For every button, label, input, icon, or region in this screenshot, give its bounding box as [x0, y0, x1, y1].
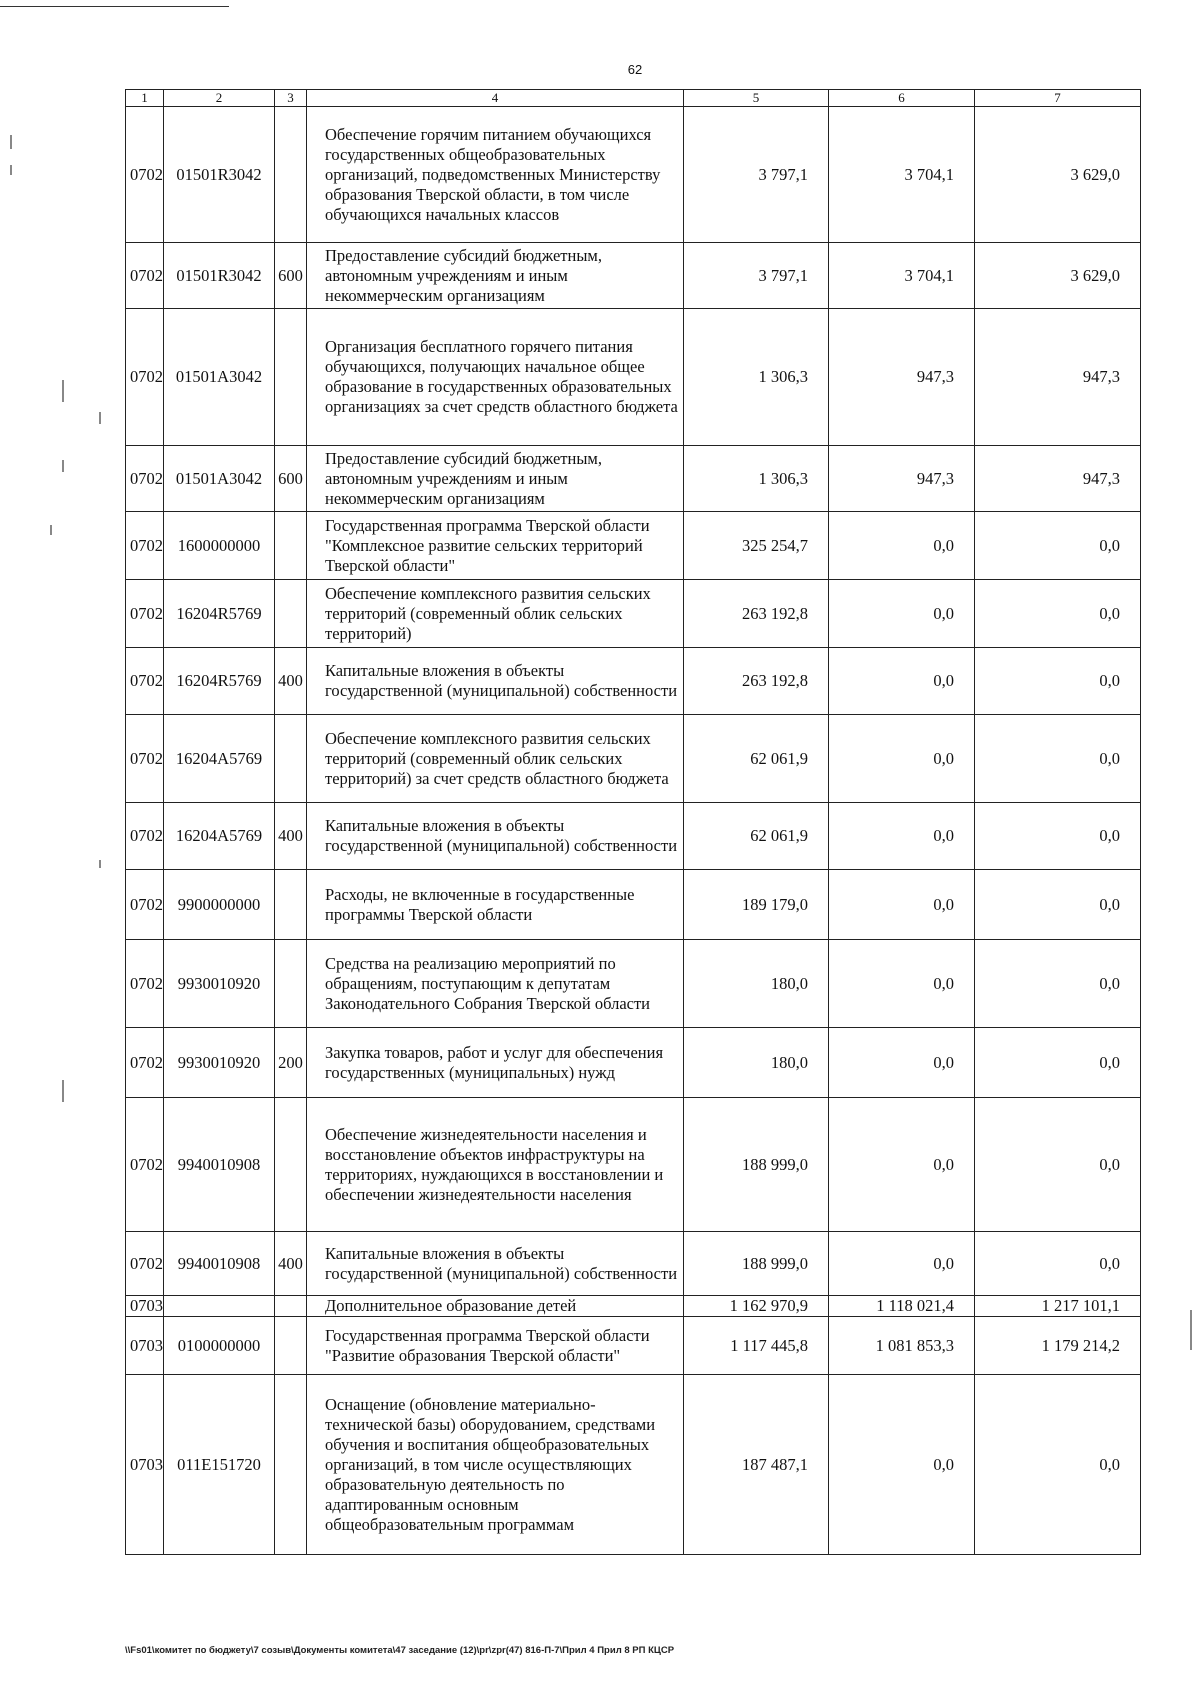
item-name-cell: Капитальные вложения в объекты государственной (муниципальной) собственности [307, 648, 684, 715]
expense-type-cell [275, 309, 307, 446]
item-name-cell: Дополнительное образование детей [307, 1296, 684, 1317]
target-article-cell: 0100000000 [164, 1317, 275, 1375]
expense-type-cell [275, 715, 307, 803]
section-code-cell: 0702 [126, 1098, 164, 1232]
section-code-cell: 0702 [126, 1232, 164, 1296]
target-article-cell: 01501A3042 [164, 446, 275, 512]
amount-year3-cell: 3 629,0 [975, 243, 1141, 309]
expense-type-cell [275, 940, 307, 1028]
table-row [126, 1375, 1141, 1555]
section-code-cell: 0702 [126, 309, 164, 446]
amount-year3-cell: 947,3 [975, 446, 1141, 512]
amount-year3-cell: 0,0 [975, 1028, 1141, 1098]
scan-mark [10, 165, 12, 175]
expense-type-cell: 400 [275, 648, 307, 715]
target-article-cell: 9930010920 [164, 1028, 275, 1098]
amount-year2-cell: 0,0 [829, 803, 975, 870]
expense-type-cell [275, 107, 307, 243]
item-name-cell: Закупка товаров, работ и услуг для обеспечения государственных (муниципальных) нужд [307, 1028, 684, 1098]
amount-year3-cell: 3 629,0 [975, 107, 1141, 243]
target-article-cell: 01501R3042 [164, 243, 275, 309]
amount-year3-cell: 0,0 [975, 1098, 1141, 1232]
expense-type-cell: 400 [275, 803, 307, 870]
amount-year2-cell: 0,0 [829, 648, 975, 715]
amount-year2-cell: 0,0 [829, 1028, 975, 1098]
table-row [126, 512, 1141, 580]
header-cell: 3 [275, 90, 307, 107]
amount-year3-cell: 0,0 [975, 940, 1141, 1028]
section-code-cell: 0702 [126, 446, 164, 512]
table-row [126, 1232, 1141, 1296]
item-name-cell: Обеспечение жизнедеятельности населения и восстановление объектов инфраструктуры на территориях, нуждающихся в восстановлении и обеспечении жизнедеятельности населения [307, 1098, 684, 1232]
expense-type-cell [275, 870, 307, 940]
expense-type-cell [275, 1098, 307, 1232]
item-name-cell: Государственная программа Тверской области "Комплексное развитие сельских территорий Тверской области" [307, 512, 684, 580]
item-name-cell: Обеспечение горячим питанием обучающихся государственных общеобразовательных организаций, подведомственных Министерству образования Тверской области, в том числе обучающихся начальных классов [307, 107, 684, 243]
section-code-cell: 0703 [126, 1317, 164, 1375]
scan-mark [99, 860, 101, 868]
item-name-cell: Государственная программа Тверской области "Развитие образования Тверской области" [307, 1317, 684, 1375]
section-code-cell: 0702 [126, 715, 164, 803]
amount-year2-cell: 3 704,1 [829, 243, 975, 309]
target-article-cell: 16204R5769 [164, 648, 275, 715]
target-article-cell: 16204R5769 [164, 580, 275, 648]
amount-year3-cell: 0,0 [975, 870, 1141, 940]
amount-year3-cell: 0,0 [975, 580, 1141, 648]
item-name-cell: Средства на реализацию мероприятий по обращениям, поступающим к депутатам Законодательного Собрания Тверской области [307, 940, 684, 1028]
section-code-cell: 0702 [126, 803, 164, 870]
expense-type-cell [275, 1375, 307, 1555]
scan-mark [10, 135, 12, 149]
expense-type-cell [275, 1296, 307, 1317]
table-row [126, 1028, 1141, 1098]
amount-year1-cell: 62 061,9 [684, 803, 829, 870]
header-cell: 5 [684, 90, 829, 107]
target-article-cell: 9900000000 [164, 870, 275, 940]
expense-type-cell: 200 [275, 1028, 307, 1098]
amount-year2-cell: 1 118 021,4 [829, 1296, 975, 1317]
section-code-cell: 0703 [126, 1296, 164, 1317]
amount-year1-cell: 189 179,0 [684, 870, 829, 940]
amount-year1-cell: 3 797,1 [684, 107, 829, 243]
section-code-cell: 0702 [126, 648, 164, 715]
target-article-cell: 9940010908 [164, 1098, 275, 1232]
file-path-footer: \\Fs01\комитет по бюджету\7 созыв\Документы комитета\47 заседание (12)\pr\zpr(47) 816-П-7\Прил 4 Прил 8 РП КЦСР [125, 1645, 675, 1656]
amount-year1-cell: 188 999,0 [684, 1232, 829, 1296]
amount-year2-cell: 947,3 [829, 446, 975, 512]
expense-type-cell [275, 1317, 307, 1375]
table-row [126, 1317, 1141, 1375]
expense-type-cell [275, 512, 307, 580]
target-article-cell: 011E151720 [164, 1375, 275, 1555]
scan-mark [1190, 1310, 1192, 1350]
amount-year3-cell: 0,0 [975, 648, 1141, 715]
target-article-cell [164, 1296, 275, 1317]
amount-year2-cell: 0,0 [829, 1232, 975, 1296]
amount-year1-cell: 263 192,8 [684, 648, 829, 715]
amount-year2-cell: 0,0 [829, 940, 975, 1028]
amount-year1-cell: 188 999,0 [684, 1098, 829, 1232]
table-row [126, 1098, 1141, 1232]
item-name-cell: Обеспечение комплексного развития сельских территорий (современный облик сельских территорий) за счет средств областного бюджета [307, 715, 684, 803]
amount-year2-cell: 0,0 [829, 1098, 975, 1232]
amount-year1-cell: 1 306,3 [684, 309, 829, 446]
table-row [126, 803, 1141, 870]
top-rule [0, 6, 229, 7]
amount-year2-cell: 0,0 [829, 870, 975, 940]
table-row [126, 107, 1141, 243]
expense-type-cell: 600 [275, 446, 307, 512]
item-name-cell: Предоставление субсидий бюджетным, автономным учреждениям и иным некоммерческим организациям [307, 243, 684, 309]
section-code-cell: 0702 [126, 107, 164, 243]
amount-year1-cell: 1 162 970,9 [684, 1296, 829, 1317]
amount-year3-cell: 947,3 [975, 309, 1141, 446]
amount-year3-cell: 0,0 [975, 512, 1141, 580]
item-name-cell: Оснащение (обновление материально-технической базы) оборудованием, средствами обучения и воспитания общеобразовательных организаций, в том числе осуществляющих образовательную деятельность по адаптированным основным общеобразовательным программам [307, 1375, 684, 1555]
amount-year3-cell: 0,0 [975, 1375, 1141, 1555]
amount-year1-cell: 180,0 [684, 940, 829, 1028]
table-row [126, 309, 1141, 446]
target-article-cell: 9940010908 [164, 1232, 275, 1296]
section-code-cell: 0702 [126, 940, 164, 1028]
header-cell: 6 [829, 90, 975, 107]
table-row [126, 580, 1141, 648]
section-code-cell: 0702 [126, 870, 164, 940]
table-row [126, 870, 1141, 940]
table-row [126, 715, 1141, 803]
amount-year1-cell: 263 192,8 [684, 580, 829, 648]
item-name-cell: Капитальные вложения в объекты государственной (муниципальной) собственности [307, 1232, 684, 1296]
amount-year3-cell: 0,0 [975, 803, 1141, 870]
header-cell: 1 [126, 90, 164, 107]
amount-year1-cell: 187 487,1 [684, 1375, 829, 1555]
amount-year2-cell: 3 704,1 [829, 107, 975, 243]
section-code-cell: 0702 [126, 1028, 164, 1098]
section-code-cell: 0702 [126, 580, 164, 648]
item-name-cell: Расходы, не включенные в государственные программы Тверской области [307, 870, 684, 940]
header-cell: 2 [164, 90, 275, 107]
amount-year1-cell: 1 306,3 [684, 446, 829, 512]
scan-mark [62, 460, 64, 472]
amount-year2-cell: 947,3 [829, 309, 975, 446]
budget-table [125, 89, 1141, 1555]
item-name-cell: Обеспечение комплексного развития сельских территорий (современный облик сельских территорий) [307, 580, 684, 648]
scan-mark [62, 380, 64, 402]
scan-mark [62, 1080, 64, 1102]
amount-year2-cell: 0,0 [829, 580, 975, 648]
amount-year3-cell: 0,0 [975, 715, 1141, 803]
page-number: 62 [627, 62, 643, 77]
amount-year2-cell: 0,0 [829, 715, 975, 803]
expense-type-cell [275, 580, 307, 648]
amount-year2-cell: 0,0 [829, 512, 975, 580]
amount-year1-cell: 1 117 445,8 [684, 1317, 829, 1375]
table-row [126, 1296, 1141, 1317]
amount-year1-cell: 325 254,7 [684, 512, 829, 580]
section-code-cell: 0702 [126, 512, 164, 580]
table-row [126, 940, 1141, 1028]
amount-year1-cell: 62 061,9 [684, 715, 829, 803]
table-row [126, 648, 1141, 715]
amount-year2-cell: 0,0 [829, 1375, 975, 1555]
target-article-cell: 9930010920 [164, 940, 275, 1028]
header-cell: 7 [975, 90, 1141, 107]
target-article-cell: 1600000000 [164, 512, 275, 580]
amount-year3-cell: 1 179 214,2 [975, 1317, 1141, 1375]
item-name-cell: Организация бесплатного горячего питания обучающихся, получающих начальное общее образование в государственных образовательных организациях за счет средств областного бюджета [307, 309, 684, 446]
expense-type-cell: 400 [275, 1232, 307, 1296]
amount-year1-cell: 180,0 [684, 1028, 829, 1098]
target-article-cell: 16204A5769 [164, 803, 275, 870]
amount-year3-cell: 1 217 101,1 [975, 1296, 1141, 1317]
header-cell: 4 [307, 90, 684, 107]
amount-year3-cell: 0,0 [975, 1232, 1141, 1296]
item-name-cell: Предоставление субсидий бюджетным, автономным учреждениям и иным некоммерческим организациям [307, 446, 684, 512]
scan-mark [50, 525, 52, 535]
section-code-cell: 0703 [126, 1375, 164, 1555]
target-article-cell: 16204A5769 [164, 715, 275, 803]
table-row [126, 446, 1141, 512]
expense-type-cell: 600 [275, 243, 307, 309]
section-code-cell: 0702 [126, 243, 164, 309]
header-row [126, 90, 1141, 107]
amount-year2-cell: 1 081 853,3 [829, 1317, 975, 1375]
target-article-cell: 01501R3042 [164, 107, 275, 243]
table-body [126, 107, 1141, 1555]
target-article-cell: 01501A3042 [164, 309, 275, 446]
scan-mark [99, 412, 101, 424]
item-name-cell: Капитальные вложения в объекты государственной (муниципальной) собственности [307, 803, 684, 870]
amount-year1-cell: 3 797,1 [684, 243, 829, 309]
table-row [126, 243, 1141, 309]
